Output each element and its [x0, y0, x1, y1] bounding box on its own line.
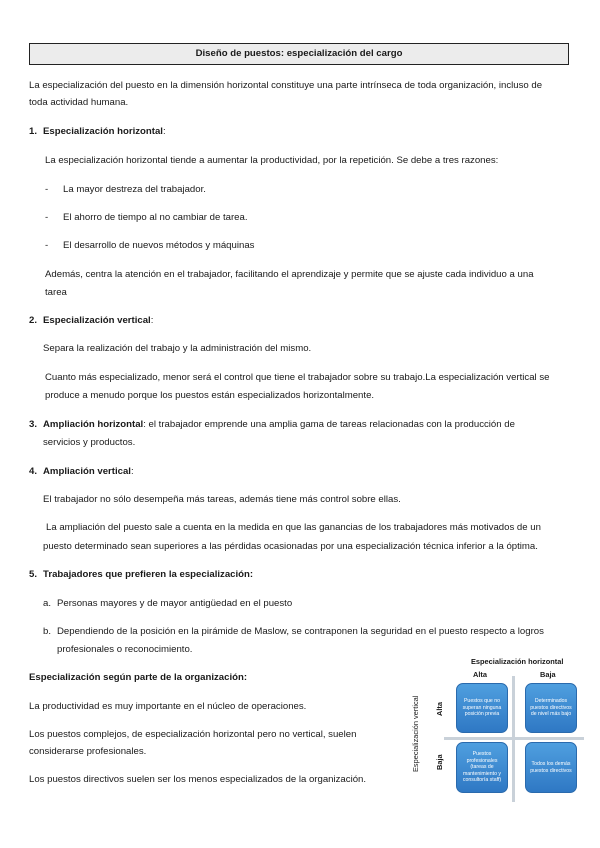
page-title: Diseño de puestos: especialización del cargo [29, 43, 569, 65]
section-2-p2-line-2: produce a menudo porque los puestos están especializados horizontalmente. [45, 390, 375, 401]
section-4-p2-line-2: puesto determinado sean superiores a las pérdidas ocasionadas por una especialización técnica inferior a la óptima. [43, 541, 538, 552]
matrix-cell-bottom-left: Puestos profesionales (tareas de mantenimiento y consultoría staff) [456, 742, 508, 793]
matrix-vertical-axis [512, 676, 515, 802]
section-3-number: 3. [29, 419, 38, 430]
intro-line-2: toda actividad humana. [29, 97, 129, 108]
section-4-heading [29, 466, 134, 478]
section-5-title: Trabajadores que prefieren la especialización: [43, 569, 254, 580]
section-1-tail-line-1: Además, centra la atención en el trabajador, facilitando el aprendizaje y permite que se ajuste cada individuo a una [45, 269, 534, 280]
section-1-title: Especialización horizontal [43, 126, 163, 137]
list-item [45, 240, 254, 252]
section-4-number: 4. [29, 466, 38, 477]
section-6-p2-line-1: Los puestos complejos, de especialización horizontal pero no vertical, suelen [29, 729, 357, 740]
list-letter: a. [43, 598, 52, 609]
section-2-heading [29, 315, 153, 327]
list-item [43, 598, 292, 610]
list-item-text: Dependiendo de la posición en la pirámide de Maslow, se contraponen la seguridad en el puesto respecto a logros [57, 626, 544, 637]
matrix-row-high: Alta [435, 702, 444, 716]
list-letter: b. [43, 626, 52, 637]
section-3-title: Ampliación horizontal [43, 419, 144, 430]
list-item [43, 626, 544, 638]
intro-line-1: La especialización del puesto en la dimensión horizontal constituye una parte intrínseca de toda organización, incluso de [29, 80, 543, 91]
section-6-p2-line-2: considerarse profesionales. [29, 746, 147, 757]
matrix-row-low: Baja [435, 754, 444, 770]
section-1-heading [29, 126, 166, 138]
section-3-paragraph [29, 419, 515, 431]
section-2-number: 2. [29, 315, 38, 326]
bullet-dash: - [45, 184, 49, 195]
section-5-heading [29, 569, 253, 581]
bullet-dash: - [45, 212, 49, 223]
section-3-text-line-2: servicios y productos. [43, 437, 136, 448]
section-4-p1: El trabajador no sólo desempeña más tareas, además tiene más control sobre ellas. [43, 494, 401, 505]
section-6-heading: Especialización según parte de la organización: [29, 672, 248, 683]
section-2-colon: : [150, 315, 154, 326]
section-4-title: Ampliación vertical [43, 466, 131, 477]
matrix-cell-top-left: Puestos que no superan ninguna posición previa [456, 683, 508, 733]
section-2-p1: Separa la realización del trabajo y la administración del mismo. [43, 343, 312, 354]
section-1-tail-line-2: tarea [45, 287, 67, 298]
section-1-number: 1. [29, 126, 38, 137]
section-1-lead: La especialización horizontal tiende a aumentar la productividad, por la repetición. Se debe a tres razones: [45, 155, 499, 166]
bullet-text: El desarrollo de nuevos métodos y máquinas [63, 240, 255, 251]
matrix-cell-top-right: Determinados puestos directivos de nivel más bajo [525, 683, 577, 733]
section-2-p2-line-1: Cuanto más especializado, menor será el control que tiene el trabajador sobre su trabajo.La especialización vertical se [45, 372, 550, 383]
section-1-colon: : [162, 126, 166, 137]
section-5-number: 5. [29, 569, 38, 580]
matrix-cell-bottom-right: Todos los demás puestos directivos [525, 742, 577, 793]
list-item [45, 184, 206, 196]
list-item-continuation: profesionales o reconocimiento. [57, 644, 193, 655]
matrix-title: Especialización horizontal [471, 657, 564, 666]
list-item-text: Personas mayores y de mayor antigüedad en el puesto [57, 598, 293, 609]
bullet-dash: - [45, 240, 49, 251]
bullet-text: La mayor destreza del trabajador. [63, 184, 206, 195]
list-item [45, 212, 248, 224]
matrix-col-low: Baja [540, 670, 556, 679]
section-2-title: Especialización vertical [43, 315, 151, 326]
section-3-text-line-1: : el trabajador emprende una amplia gama de tareas relacionadas con la producción de [143, 419, 515, 430]
section-6-p1: La productividad es muy importante en el núcleo de operaciones. [29, 701, 307, 712]
bullet-text: El ahorro de tiempo al no cambiar de tarea. [63, 212, 248, 223]
section-6-p3: Los puestos directivos suelen ser los menos especializados de la organización. [29, 774, 367, 785]
section-4-colon: : [130, 466, 134, 477]
matrix-col-high: Alta [473, 670, 487, 679]
matrix-row-axis-label: Especialización vertical [411, 695, 420, 772]
section-4-p2-line-1: La ampliación del puesto sale a cuenta en la medida en que las ganancias de los trabajadores más motivados de un [46, 522, 541, 533]
